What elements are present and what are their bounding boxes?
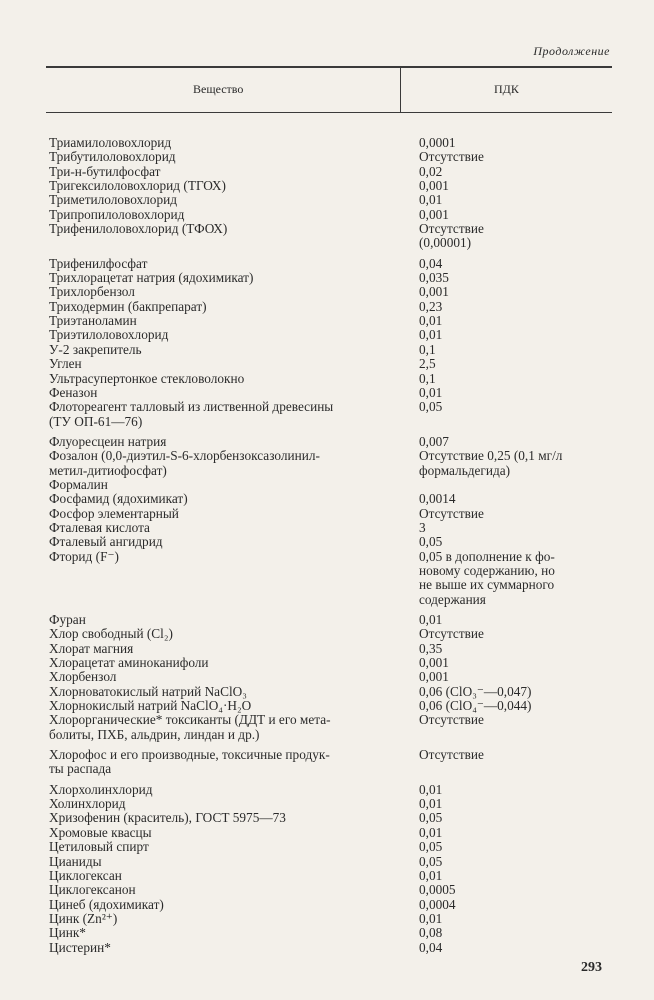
pdk-cell: 0,04 [419, 255, 443, 271]
pdk-cell: 0,06 (ClO₄⁻—0,044) [419, 698, 532, 714]
table-row [49, 343, 619, 357]
substance-cell: Хлорхолинхлорид [49, 781, 153, 797]
table-row [49, 912, 619, 926]
table-row [49, 883, 619, 897]
pdk-cell: 0,1 [419, 341, 436, 357]
substance-cell: Фталевая кислота [49, 519, 150, 535]
table-row [49, 435, 619, 449]
substance-cell: Хлор свободный (Cl₂) [49, 626, 173, 642]
substance-cell: Цетиловый спирт [49, 839, 149, 855]
substance-cell: Хлорорганические* токсиканты (ДДТ и его мета- болиты, ПХБ, альдрин, линдан и др.) [49, 712, 331, 742]
substance-cell: Холинхлорид [49, 796, 126, 812]
table-row [49, 656, 619, 670]
table-row [49, 478, 619, 492]
table-header-rule [46, 112, 612, 113]
substance-cell: Трифенилоловохлорид (ТФОХ) [49, 221, 228, 237]
pdk-cell: 0,01 [419, 192, 443, 208]
table-row [49, 449, 619, 478]
pdk-cell [419, 478, 619, 492]
table-row [49, 613, 619, 627]
table-row [49, 271, 619, 285]
table-top-rule [46, 66, 612, 68]
pdk-cell: Отсутствие 0,25 (0,1 мг/л формальдегида) [419, 448, 563, 478]
pdk-cell: 0,02 [419, 163, 443, 179]
pdk-cell: 0,05 [419, 810, 443, 826]
substance-cell: Цинеб (ядохимикат) [49, 896, 164, 912]
table-row [49, 372, 619, 386]
table-row [49, 642, 619, 656]
substance-cell: Ультрасупертонкое стекловолокно [49, 370, 245, 386]
substance-cell: Трипропилоловохлорид [49, 206, 185, 222]
table-row [49, 713, 619, 742]
pdk-cell: 0,01 [419, 612, 443, 627]
substance-cell: Цистерин* [49, 939, 111, 955]
substance-cell: Три-н-бутилфосфат [49, 163, 161, 179]
substance-cell: Цинк* [49, 925, 86, 941]
table-row [49, 926, 619, 940]
substance-cell: Тригексилоловохлорид (ТГОХ) [49, 178, 226, 194]
table-row [49, 357, 619, 371]
substance-cell: Цианиды [49, 853, 102, 869]
table-row [49, 150, 619, 164]
pdk-cell: Отсутствие [419, 149, 484, 165]
pdk-cell: 0,05 [419, 399, 443, 415]
substance-cell: Фосфор элементарный [49, 505, 179, 521]
substance-cell: Трибутилоловохлорид [49, 149, 176, 165]
substance-cell: Фталевый ангидрид [49, 534, 163, 550]
substance-cell: Циклогексанон [49, 882, 136, 898]
pdk-cell: 0,035 [419, 270, 449, 286]
table-row [49, 550, 619, 607]
table-row [49, 300, 619, 314]
pdk-cell: 0,04 [419, 939, 443, 955]
pdk-cell: 3 [419, 519, 426, 535]
table-row [49, 797, 619, 811]
substance-cell: Триметилоловохлорид [49, 192, 177, 208]
table-row [49, 811, 619, 825]
pdk-cell: Отсутствие [419, 626, 484, 642]
pdk-cell: 0,05 [419, 839, 443, 855]
table-row [49, 783, 619, 797]
pdk-cell: 0,01 [419, 781, 443, 797]
table-row [49, 521, 619, 535]
substance-cell: Хлорбензол [49, 669, 117, 685]
page-number: 293 [581, 960, 602, 975]
table-row [49, 840, 619, 854]
table-row [49, 386, 619, 400]
pdk-cell: 0,001 [419, 178, 449, 194]
substance-cell: Хлорноватокислый натрий NaClO₃ [49, 683, 247, 699]
pdk-cell: 0,08 [419, 925, 443, 941]
pdk-cell: 0,0004 [419, 896, 456, 912]
table-row [49, 941, 619, 955]
header-column-separator [400, 67, 401, 112]
substance-cell: Триамилоловохлорид [49, 135, 172, 150]
substance-cell: Фосфамид (ядохимикат) [49, 491, 188, 507]
table-row [49, 136, 619, 150]
table-row [49, 627, 619, 641]
pdk-cell: 0,23 [419, 298, 443, 314]
table-row [49, 670, 619, 684]
substance-cell: Хлорат магния [49, 640, 134, 656]
pdk-cell: 0,001 [419, 669, 449, 685]
pdk-cell: 0,01 [419, 313, 443, 329]
pdk-cell: 0,05 [419, 534, 443, 550]
pdk-cell: 0,007 [419, 433, 449, 449]
substance-cell: Триходермин (бакпрепарат) [49, 298, 207, 314]
table-row [49, 208, 619, 222]
pdk-cell: 0,0001 [419, 135, 456, 150]
pdk-cell: 0,0014 [419, 491, 456, 507]
pdk-cell: 0,001 [419, 206, 449, 222]
pdk-cell: 0,0005 [419, 882, 456, 898]
table-row [49, 285, 619, 299]
table-row [49, 492, 619, 506]
substance-cell: Триэтилоловохлорид [49, 327, 169, 343]
pdk-cell: 0,01 [419, 327, 443, 343]
table-row [49, 898, 619, 912]
header-substance: Вещество [193, 82, 244, 96]
continuation-label: Продолжение [533, 44, 610, 58]
substance-cell: Хлорофос и его производные, токсичные продук- ты распада [49, 747, 330, 777]
pdk-cell: 0,06 (ClO₃⁻—0,047) [419, 683, 532, 699]
substance-cell: Формалин [49, 476, 108, 492]
table-row [49, 400, 619, 429]
substance-cell: Цинк (Zn²⁺) [49, 910, 118, 926]
substance-cell: Трихлорацетат натрия (ядохимикат) [49, 270, 254, 286]
substance-cell: Хлорнокислый натрий NaClO₄·H₂O [49, 698, 252, 714]
table-row [49, 507, 619, 521]
table-row [49, 328, 619, 342]
substance-cell: Фозалон (0,0-диэтил-S-6-хлорбензоксазолинил- метил-дитиофосфат) [49, 448, 320, 478]
substance-cell: Феназон [49, 384, 98, 400]
substance-cell: Хлорацетат аминоканифоли [49, 655, 209, 671]
table-row [49, 193, 619, 207]
pdk-cell: 0,01 [419, 824, 443, 840]
pdk-cell: 0,35 [419, 640, 443, 656]
table-row [49, 222, 619, 251]
substance-cell: Флотореагент талловый из лиственной древесины (ТУ ОП-61—76) [49, 399, 334, 429]
table-row [49, 685, 619, 699]
pdk-cell: 0,001 [419, 284, 449, 300]
header-pdk: ПДК [494, 82, 519, 96]
pdk-cell: 0,05 [419, 853, 443, 869]
pdk-cell: Отсутствие [419, 747, 484, 763]
table-row [49, 826, 619, 840]
substance-cell: Хризофенин (краситель), ГОСТ 5975—73 [49, 810, 286, 826]
table-row [49, 535, 619, 549]
pdk-cell: 0,01 [419, 796, 443, 812]
table-body [49, 136, 619, 955]
table-row [49, 699, 619, 713]
substance-cell: Трихлорбензол [49, 284, 135, 300]
table-row [49, 869, 619, 883]
table-row [49, 314, 619, 328]
pdk-cell: Отсутствие [419, 712, 484, 728]
table-row [49, 165, 619, 179]
substance-cell: Трифенилфосфат [49, 255, 148, 271]
substance-cell: Углен [49, 356, 82, 372]
substance-cell: Хромовые квасцы [49, 824, 152, 840]
pdk-cell: 0,001 [419, 655, 449, 671]
pdk-cell: 2,5 [419, 356, 436, 372]
substance-cell: У-2 закрепитель [49, 341, 142, 357]
substance-cell: Триэтаноламин [49, 313, 137, 329]
substance-cell: Флуоресцеин натрия [49, 433, 167, 449]
table-row [49, 179, 619, 193]
substance-cell: Циклогексан [49, 867, 122, 883]
pdk-cell: 0,01 [419, 867, 443, 883]
pdk-cell: 0,01 [419, 384, 443, 400]
pdk-cell: Отсутствие [419, 505, 484, 521]
table-row [49, 748, 619, 777]
substance-cell: Фторид (F⁻) [49, 548, 119, 564]
pdk-cell: 0,1 [419, 370, 436, 386]
pdk-cell: 0,05 в дополнение к фо- новому содержанию, но не выше их суммарного содержания [419, 548, 555, 607]
pdk-cell: 0,01 [419, 910, 443, 926]
substance-cell: Фуран [49, 612, 86, 627]
table-row [49, 855, 619, 869]
pdk-cell: Отсутствие (0,00001) [419, 221, 484, 251]
table-row [49, 257, 619, 271]
